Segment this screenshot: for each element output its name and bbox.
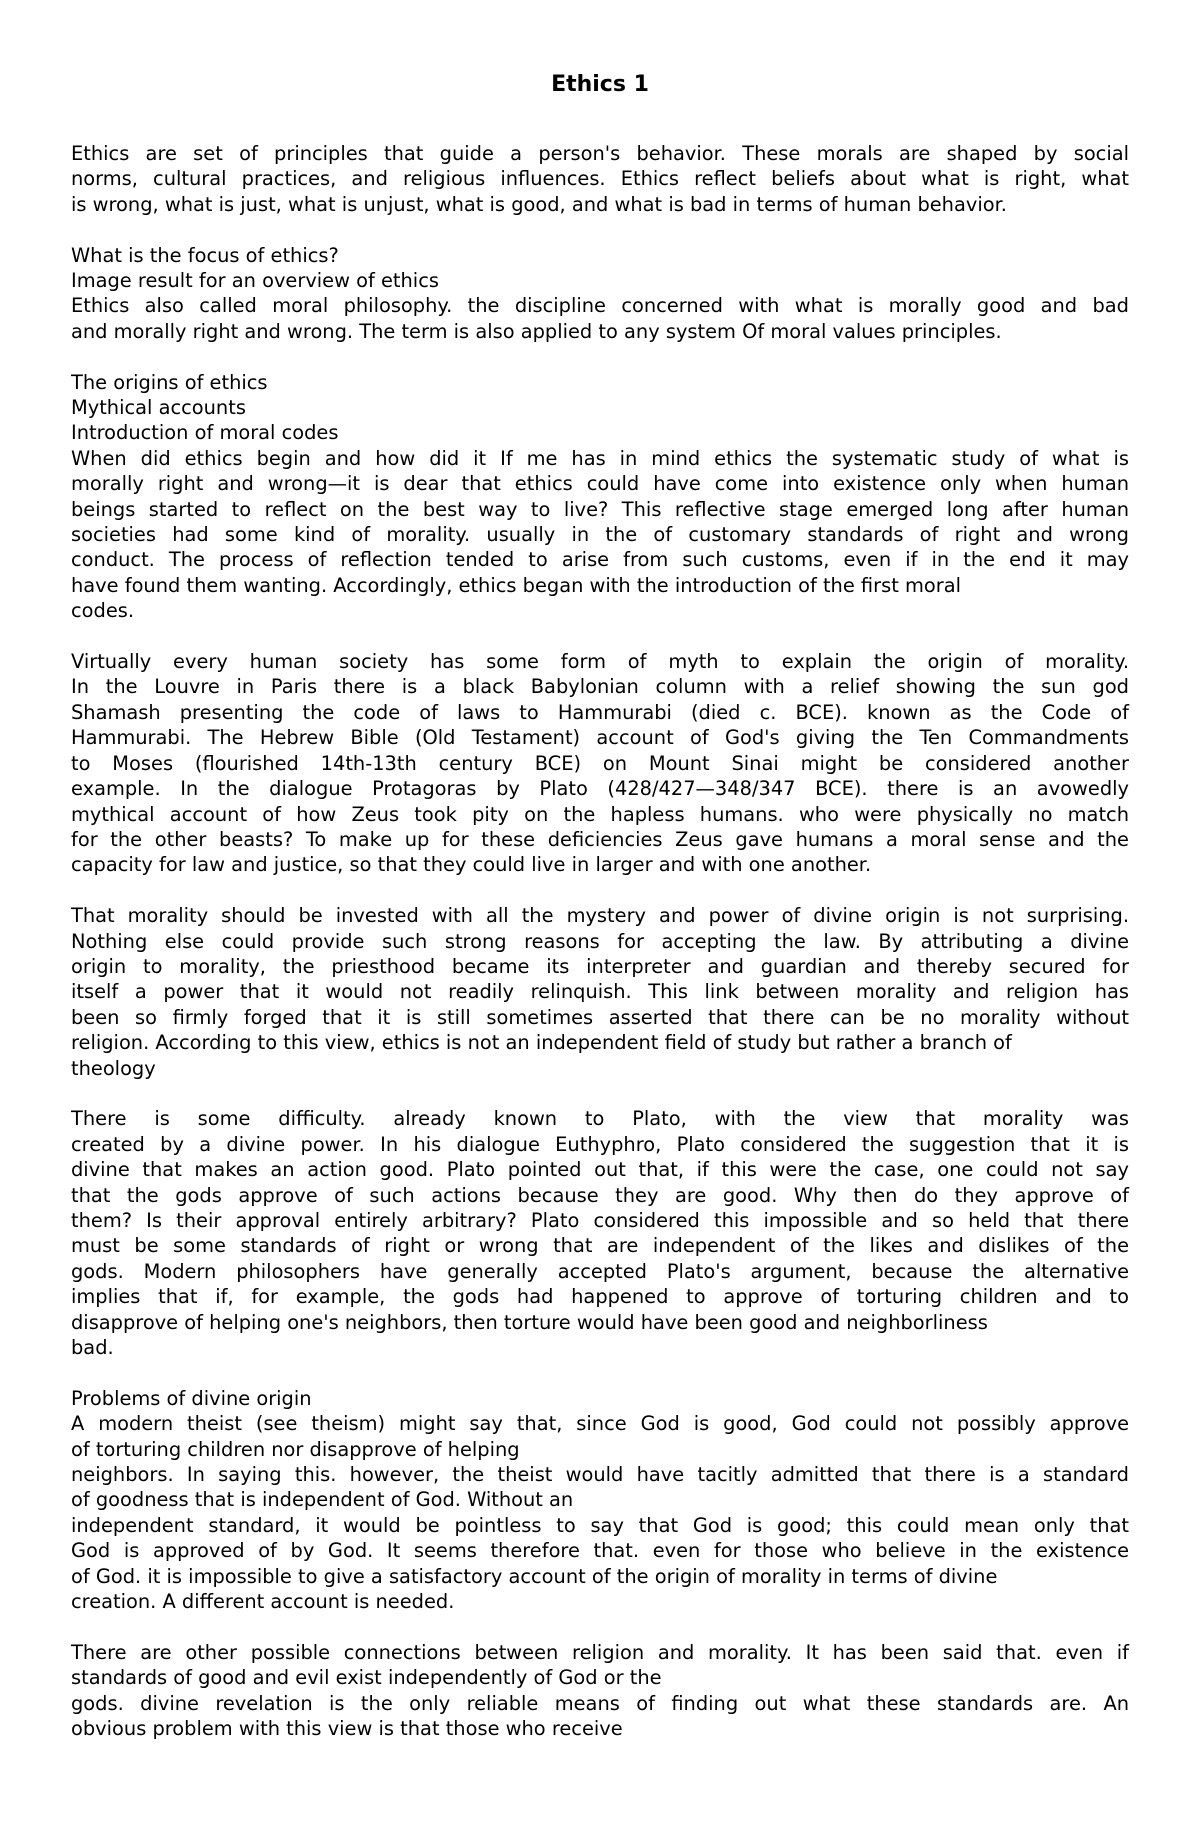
text-line: gods. Modern philosophers have generally accepted Plato's argument, because the alternative <box>71 1259 1129 1283</box>
text-line: There are other possible connections between religion and morality. It has been said that. even if <box>71 1640 1129 1664</box>
text-line: mythical account of how Zeus took pity on the hapless humans. who were physically no match <box>71 802 1129 826</box>
text-line: Shamash presenting the code of laws to Hammurabi (died c. BCE). known as the Code of <box>71 700 1129 724</box>
text-line: creation. A different account is needed. <box>71 1590 455 1614</box>
text-line: example. In the dialogue Protagoras by Plato (428/427—348/347 BCE). there is an avowedly <box>71 777 1129 801</box>
text-line: norms, cultural practices, and religious influences. Ethics reflect beliefs about what is right, what <box>71 167 1129 191</box>
text-line: societies had some kind of morality. usually in the of customary standards of right and wrong <box>71 523 1129 547</box>
text-line: Introduction of moral codes <box>71 421 339 445</box>
text-line: A modern theist (see theism) might say that, since God is good, God could not possibly approve <box>71 1412 1129 1436</box>
text-line: Ethics are set of principles that guide a person's behavior. These morals are shaped by social <box>71 142 1129 165</box>
text-line: that the gods approve of such actions because they are good. Why then do they approve of <box>71 1183 1129 1207</box>
paragraph <box>71 1386 1129 1615</box>
text-line: Hammurabi. The Hebrew Bible (Old Testament) account of God's giving the Ten Commandments <box>71 726 1129 750</box>
text-line: of torturing children nor disapprove of helping <box>71 1437 520 1461</box>
paragraph <box>71 903 1129 1081</box>
text-line: independent standard, it would be pointless to say that God is good; this could mean only that <box>71 1513 1129 1537</box>
text-line: beings started to reflect on the best way to live? This reflective stage emerged long after human <box>71 497 1129 521</box>
text-line: theology <box>71 1056 156 1080</box>
paragraph <box>71 370 1129 624</box>
text-line: conduct. The process of reflection tended to arise from such customs, even if in the end it may <box>71 548 1129 572</box>
text-line: Virtually every human society has some form of myth to explain the origin of morality. <box>71 650 1129 674</box>
document-title: Ethics 1 <box>551 72 649 97</box>
text-line: them? Is their approval entirely arbitrary? Plato considered this impossible and so held that there <box>71 1208 1129 1232</box>
text-line: bad. <box>71 1336 114 1360</box>
paragraph <box>71 141 1129 217</box>
text-line: obvious problem with this view is that those who receive <box>71 1717 623 1741</box>
text-line: created by a divine power. In his dialogue Euthyphro, Plato considered the suggestion that it is <box>71 1132 1129 1156</box>
document-body <box>71 141 1129 1767</box>
text-line: to Moses (flourished 14th-13th century BCE) on Mount Sinai might be considered another <box>71 751 1129 775</box>
paragraph <box>71 243 1129 345</box>
text-line: disapprove of helping one's neighbors, then torture would have been good and neighborliness <box>71 1310 988 1334</box>
text-line: When did ethics begin and how did it If me has in mind ethics the systematic study of what is <box>71 446 1129 470</box>
text-line: divine that makes an action good. Plato pointed out that, if this were the case, one could not say <box>71 1158 1129 1182</box>
paragraph <box>71 649 1129 878</box>
text-line: There is some difficulty. already known to Plato, with the view that morality was <box>71 1107 1129 1131</box>
text-line: In the Louvre in Paris there is a black Babylonian column with a relief showing the sun god <box>71 675 1129 699</box>
paragraph <box>71 1640 1129 1742</box>
text-line: of goodness that is independent of God. Without an <box>71 1488 574 1512</box>
text-line: standards of good and evil exist independently of God or the <box>71 1666 662 1690</box>
text-line: morally right and wrong—it is dear that ethics could have come into existence only when human <box>71 472 1129 496</box>
text-line: must be some standards of right or wrong that are independent of the likes and dislikes of the <box>71 1234 1129 1258</box>
text-line: Ethics also called moral philosophy. the discipline concerned with what is morally good and bad <box>71 294 1129 318</box>
paragraph <box>71 1106 1129 1360</box>
text-line: Mythical accounts <box>71 396 246 420</box>
text-line: codes. <box>71 599 135 623</box>
text-line: been so firmly forged that it is still sometimes asserted that there can be no morality without <box>71 1005 1129 1029</box>
text-line: neighbors. In saying this. however, the theist would have tacitly admitted that there is a standard <box>71 1463 1129 1487</box>
text-line: have found them wanting. Accordingly, ethics began with the introduction of the first moral <box>71 573 961 597</box>
text-line: Nothing else could provide such strong reasons for accepting the law. By attributing a divine <box>71 929 1129 953</box>
text-line: capacity for law and justice, so that they could live in larger and with one another. <box>71 853 872 877</box>
text-line: Image result for an overview of ethics <box>71 269 439 293</box>
text-line: itself a power that it would not readily relinquish. This link between morality and religion has <box>71 980 1129 1004</box>
text-line: for the other beasts? To make up for these deficiencies Zeus gave humans a moral sense and the <box>71 827 1129 851</box>
text-line: The origins of ethics <box>71 370 268 394</box>
text-line: God is approved of by God. It seems therefore that. even for those who believe in the existence <box>71 1539 1129 1563</box>
text-line: of God. it is impossible to give a satisfactory account of the origin of morality in terms of divine <box>71 1564 998 1588</box>
text-line: implies that if, for example, the gods had happened to approve of torturing children and to <box>71 1285 1129 1309</box>
text-line: and morally right and wrong. The term is also applied to any system Of moral values principles. <box>71 319 1002 343</box>
text-line: Problems of divine origin <box>71 1386 312 1410</box>
text-line: is wrong, what is just, what is unjust, what is good, and what is bad in terms of human behavior. <box>71 192 1007 216</box>
text-line: gods. divine revelation is the only reliable means of finding out what these standards are. An <box>71 1691 1129 1715</box>
text-line: What is the focus of ethics? <box>71 243 339 267</box>
text-line: That morality should be invested with all the mystery and power of divine origin is not surprising. <box>71 904 1129 928</box>
text-line: origin to morality, the priesthood became its interpreter and guardian and thereby secured for <box>71 954 1129 978</box>
text-line: religion. According to this view, ethics is not an independent field of study but rather a branch of <box>71 1031 1012 1055</box>
